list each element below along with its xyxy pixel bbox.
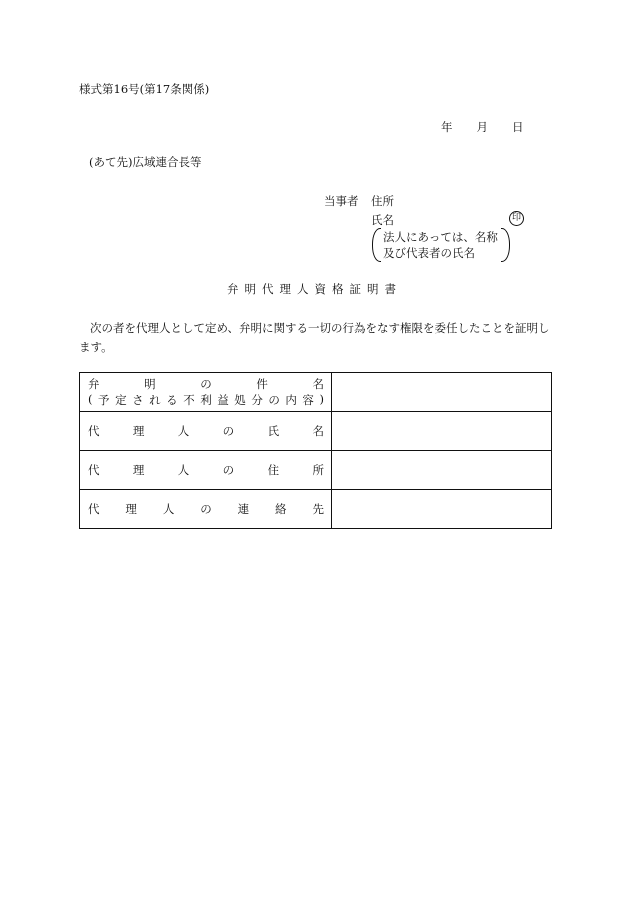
label-character: 件 xyxy=(256,377,268,391)
corporate-note xyxy=(372,228,510,260)
agent-name-label xyxy=(88,423,324,439)
label-character: 代 xyxy=(88,502,100,516)
table-row xyxy=(80,412,552,451)
date-year-label: 年 xyxy=(441,120,453,134)
table-row xyxy=(80,451,552,490)
agent-contact-label xyxy=(88,501,324,517)
corporate-note-line-1: 法人にあっては、名称 xyxy=(383,230,498,244)
label-character: 理 xyxy=(132,463,145,477)
label-character: さ xyxy=(132,393,144,407)
label-character: の xyxy=(222,463,235,477)
label-character: の xyxy=(222,424,235,438)
body-text: 次の者を代理人として定め、弁明に関する一切の行為をなす権限を委任したことを証明します。 xyxy=(79,321,550,354)
form-number: 様式第16号(第17条関係) xyxy=(79,82,210,96)
label-character: 予 xyxy=(98,393,110,407)
case-name-label xyxy=(88,376,324,392)
label-character: 連 xyxy=(237,502,250,516)
label-character: 定 xyxy=(115,393,127,407)
agent-contact-field[interactable] xyxy=(332,490,552,529)
date-month-label: 月 xyxy=(476,120,488,134)
label-character: 先 xyxy=(312,502,324,516)
label-character: の xyxy=(200,377,212,391)
label-character: 氏 xyxy=(267,424,280,438)
party-label: 当事者 xyxy=(324,194,359,208)
agent-address-label xyxy=(88,462,324,478)
label-character: 名 xyxy=(312,377,324,391)
label-character: 理 xyxy=(132,424,145,438)
agent-name-label-cell xyxy=(80,412,332,451)
case-name-field[interactable] xyxy=(332,373,552,412)
name-label: 氏名 xyxy=(371,213,394,227)
agent-address-field[interactable] xyxy=(332,451,552,490)
label-character: 名 xyxy=(312,424,324,438)
agent-name-field[interactable] xyxy=(332,412,552,451)
label-character: れ xyxy=(149,393,161,407)
label-character: 理 xyxy=(125,502,137,516)
agent-info-table xyxy=(79,372,552,529)
label-character: の xyxy=(200,502,212,516)
label-character: 利 xyxy=(200,393,212,407)
label-character: る xyxy=(166,393,178,407)
label-character: 人 xyxy=(162,502,175,516)
label-character: 分 xyxy=(251,393,263,407)
seal-mark: 印 xyxy=(509,211,524,226)
label-character: 処 xyxy=(234,393,246,407)
table-row xyxy=(80,373,552,412)
label-character: ) xyxy=(319,392,324,406)
address-label: 住所 xyxy=(371,194,394,208)
label-character: 所 xyxy=(312,463,324,477)
label-character: 住 xyxy=(267,463,280,477)
label-character: 弁 xyxy=(88,377,100,391)
label-character: 絡 xyxy=(275,502,287,516)
label-character: 容 xyxy=(302,393,314,407)
label-character: の xyxy=(268,393,280,407)
corporate-note-line-2: 及び代表者の氏名 xyxy=(383,246,475,260)
left-parenthesis xyxy=(372,228,381,262)
table-row xyxy=(80,490,552,529)
document-title: 弁明代理人資格証明書 xyxy=(227,282,402,296)
label-character: 明 xyxy=(144,377,156,391)
agent-contact-label-cell xyxy=(80,490,332,529)
right-parenthesis xyxy=(501,228,510,262)
date-line xyxy=(441,119,524,135)
label-character: 内 xyxy=(285,393,297,407)
agent-address-label-cell xyxy=(80,451,332,490)
date-day-label: 日 xyxy=(512,120,524,134)
addressee: (あて先)広域連合長等 xyxy=(89,155,202,169)
case-name-label-cell xyxy=(80,373,332,412)
label-character: 人 xyxy=(177,463,190,477)
label-character: 不 xyxy=(183,393,195,407)
label-character: 代 xyxy=(88,424,100,438)
label-character: 益 xyxy=(217,393,229,407)
case-name-sublabel xyxy=(88,392,324,408)
label-character: ( xyxy=(88,392,93,406)
label-character: 代 xyxy=(88,463,100,477)
label-character: 人 xyxy=(177,424,190,438)
